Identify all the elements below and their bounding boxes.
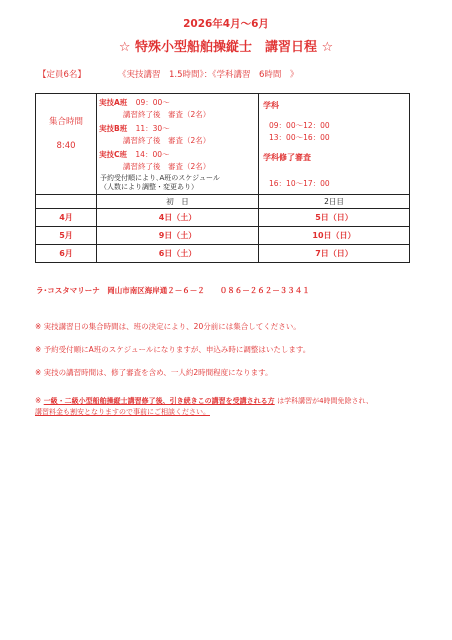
- note-4-line2: 講習料金も割安となりますので事前にご相談ください。: [35, 408, 210, 416]
- page-title: ☆ 特殊小型船舶操縦士 講習日程 ☆: [118, 40, 334, 55]
- day2-cell: 10日（日）: [259, 227, 410, 245]
- group-b: [99, 123, 210, 146]
- gakka-label: 学科: [263, 101, 279, 110]
- month-cell: 6月: [36, 245, 97, 263]
- group-b-name: 実技B班: [99, 124, 128, 133]
- header-row: [36, 195, 410, 209]
- note-4-rest: は学科講習が4時間免除され、: [277, 397, 373, 405]
- address-line: ラ･コスタマリーナ 岡山市南区海岸通２－６－２ ０８６－２６２－３３４１: [36, 286, 310, 295]
- practical-cell: [97, 94, 259, 195]
- group-b-detail: 講習終了後 審査（2名）: [123, 136, 211, 145]
- capacity-label: 【定員6名】: [38, 70, 86, 80]
- group-note: [100, 174, 220, 192]
- group-b-time: 11：30～: [135, 124, 170, 133]
- note-4: [35, 396, 425, 406]
- note-4-bold: 一級・二級小型船舶操縦士講習修了後、引き続きこの講習を受講される方: [43, 397, 275, 405]
- gather-time: 8:40: [56, 141, 76, 151]
- table-row: [36, 227, 410, 245]
- month-cell: 5月: [36, 227, 97, 245]
- col-day2: 2日目: [259, 195, 410, 209]
- gather-cell: [36, 94, 97, 195]
- day2-cell: 7日（日）: [259, 245, 410, 263]
- exam-time: 16：10～17：00: [269, 179, 330, 188]
- day1-cell: 4日（土）: [97, 209, 259, 227]
- gakka-time-2: 13：00～16：00: [269, 133, 330, 142]
- table-row: [36, 209, 410, 227]
- group-a: [99, 97, 210, 120]
- col-day1: 初 日: [97, 195, 259, 209]
- group-a-detail: 講習終了後 審査（2名）: [123, 110, 211, 119]
- gakka-time-1: 09：00～12：00: [269, 121, 330, 130]
- month-cell: 4月: [36, 209, 97, 227]
- group-note-1: 予約受付順により､A班のスケジュール: [100, 174, 220, 182]
- table-row: [36, 245, 410, 263]
- exam-label: 学科修了審査: [263, 153, 311, 162]
- note-2: ※ 予約受付順にA班のスケジュールになりますが、申込み時に調整はいたします。: [35, 345, 311, 354]
- group-a-name: 実技A班: [99, 98, 128, 107]
- note-4-prefix: ※: [35, 396, 42, 405]
- group-note-2: （人数により調整・変更あり）: [100, 183, 198, 191]
- day1-cell: 6日（土）: [97, 245, 259, 263]
- group-c: [99, 149, 210, 172]
- day2-cell: 5日（日）: [259, 209, 410, 227]
- detail-row: [36, 94, 410, 195]
- group-c-time: 14：00～: [135, 150, 170, 159]
- gather-label: 集合時間: [48, 117, 83, 127]
- hours-label: 《実技講習 1.5時間》：《学科講習 6時間 》: [118, 70, 299, 80]
- lecture-cell: [259, 94, 410, 195]
- header-blank: [36, 195, 97, 209]
- note-1: ※ 実技講習日の集合時間は、班の決定により、20分前には集合してください。: [35, 322, 301, 331]
- schedule-table: [35, 93, 410, 263]
- day1-cell: 9日（土）: [97, 227, 259, 245]
- group-c-name: 実技C班: [99, 150, 128, 159]
- schedule-period: 2026年4月～6月: [183, 18, 269, 30]
- note-3: ※ 実技の講習時間は、修了審査を含め、一人約2時間程度になります。: [35, 368, 273, 377]
- group-a-time: 09：00～: [135, 98, 170, 107]
- group-c-detail: 講習終了後 審査（2名）: [123, 162, 211, 171]
